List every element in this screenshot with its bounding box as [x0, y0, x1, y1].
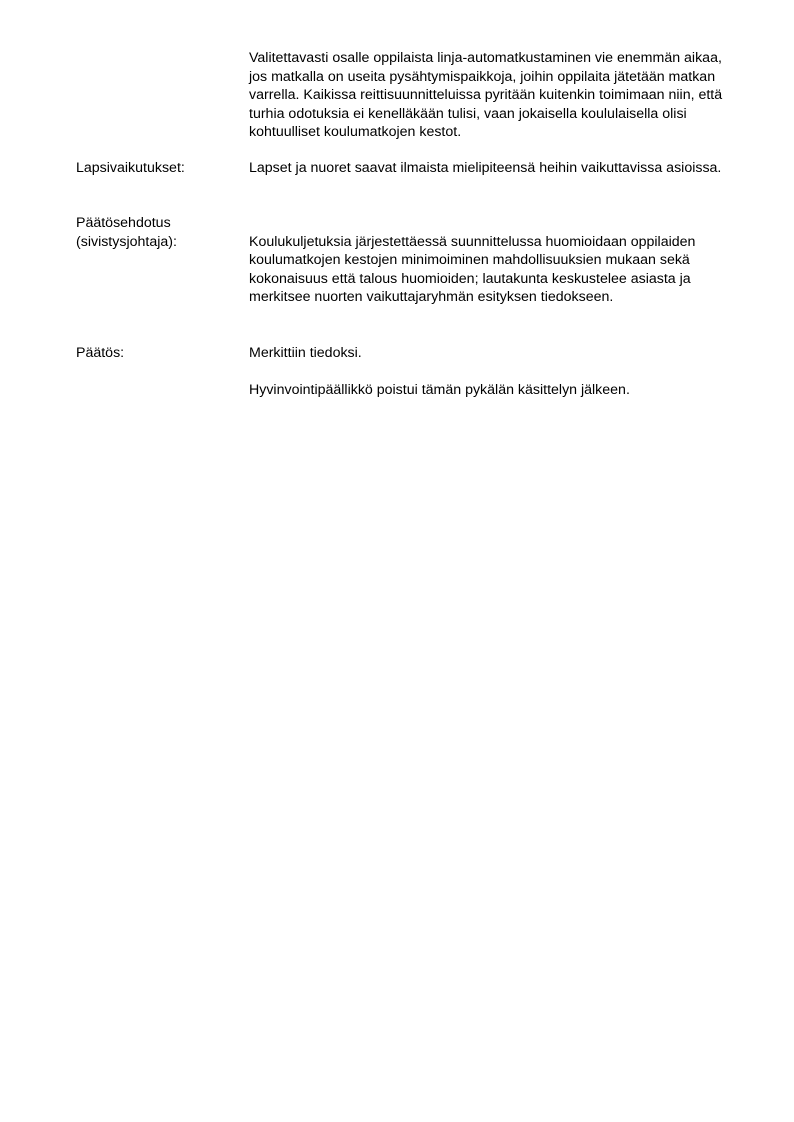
- paatos-label: [76, 344, 246, 363]
- paatosehdotus-text: Koulukuljetuksia järjestettäessä suunnittelussa huomioidaan oppilaiden koulumatkojen kestojen minimoiminen mahdollisuuksien mukaan sekä kokonaisuus että talous huomioiden; lautakunta keskustelee asiasta ja merkitsee nuorten vaikuttajaryhmän esityksen tiedokseen.: [249, 233, 696, 306]
- paatosehdotus-label-line2: (sivistysjohtaja):: [76, 233, 177, 250]
- lapsivaikutukset-label: [76, 159, 246, 178]
- paatosehdotus-label-line1: Päätösehdotus: [76, 215, 171, 231]
- paatos-label-text: Päätös:: [76, 345, 125, 361]
- paatos-text: Merkittiin tiedoksi.: [249, 345, 362, 361]
- intro-paragraph: [249, 49, 736, 142]
- paatos-paragraph: [249, 344, 736, 400]
- intro-text: Valitettavasti osalle oppilaista linja-automatkustaminen vie enemmän aikaa, jos matkalla on useita pysähtymispaikkoja, joihin oppilaita jätetään matkan varrella. Kaikissa reittisuunnitteluissa pyritään kuitenkin toimimaan niin, että turhia odotuksia ei kenelläkään tulisi, vaan jokaisella koululaisella olisi kohtuulliset koulumatkojen kestot.: [249, 50, 723, 141]
- paatosehdotus-paragraph: [249, 233, 736, 307]
- paatos-note: Hyvinvointipäällikkö poistui tämän pykälän käsittelyn jälkeen.: [249, 382, 630, 399]
- paatosehdotus-label: [76, 214, 246, 251]
- lapsivaikutukset-paragraph: [249, 159, 736, 178]
- lapsivaikutukset-label-text: Lapsivaikutukset:: [76, 160, 185, 176]
- lapsivaikutukset-text: Lapset ja nuoret saavat ilmaista mielipiteensä heihin vaikuttavissa asioissa.: [249, 160, 722, 176]
